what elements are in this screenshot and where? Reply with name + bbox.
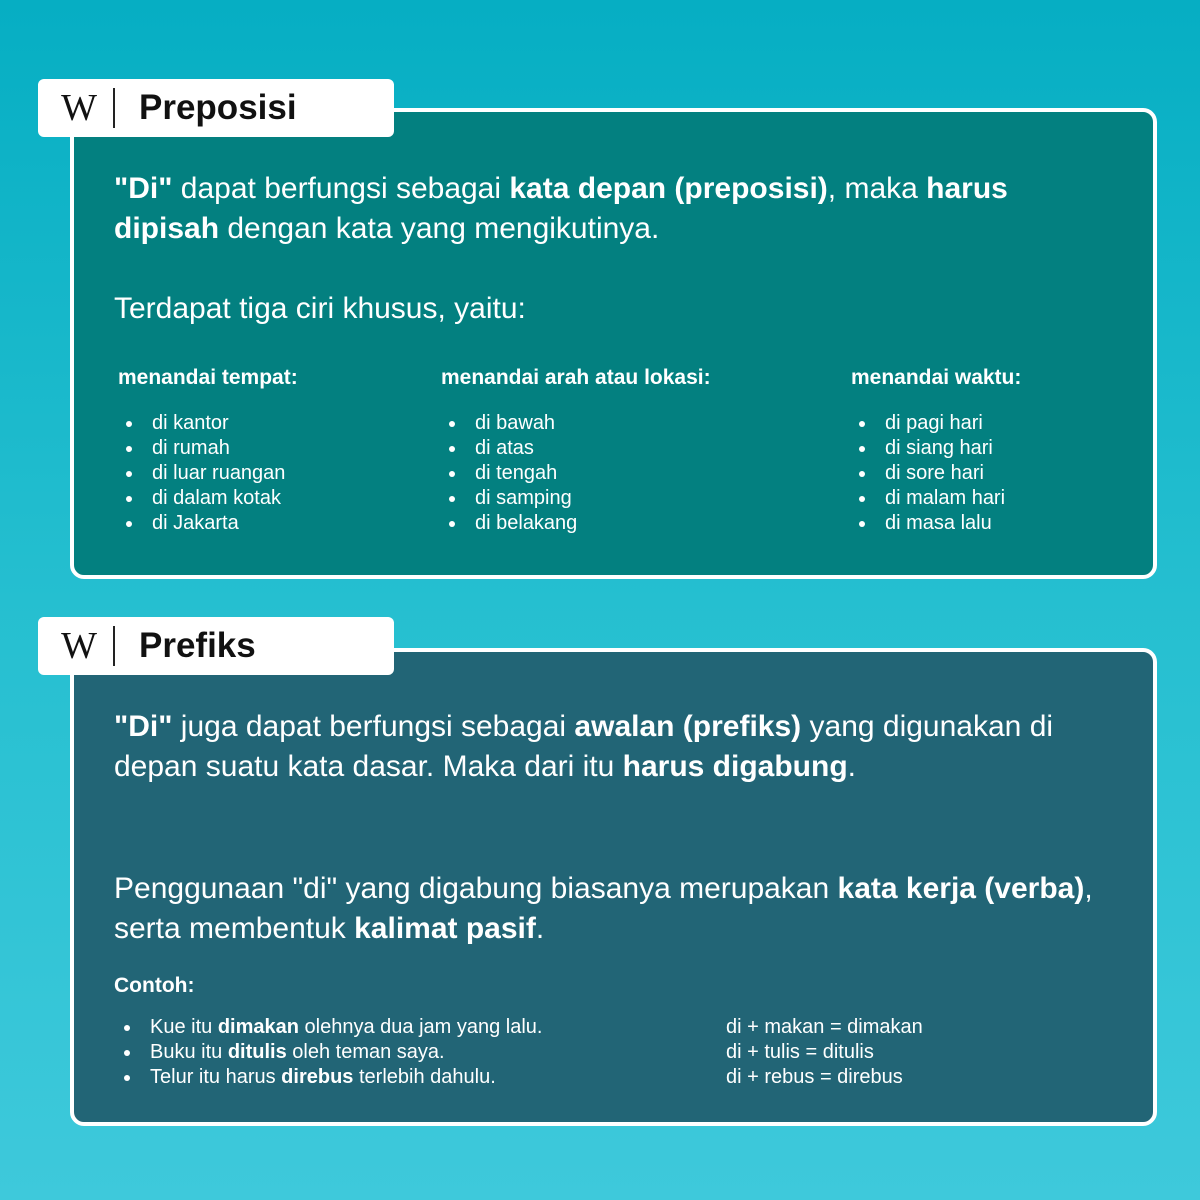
example-item [116, 1065, 676, 1090]
text-run: Telur itu harus [150, 1066, 282, 1088]
tab-divider [113, 626, 115, 666]
column-heading-waktu: menandai waktu: [851, 366, 1022, 389]
preposisi-card [70, 108, 1157, 579]
preposisi-intro [114, 169, 1113, 249]
formula-list [726, 1015, 1086, 1090]
text-run: Buku itu [150, 1041, 228, 1063]
text-run: Kue itu [150, 1016, 218, 1038]
list-item: di kantor [118, 411, 285, 436]
list-item: di siang hari [851, 436, 1005, 461]
bold-text: ditulis [227, 1041, 287, 1063]
bold-text: "Di" [114, 710, 173, 743]
list-item: di bawah [441, 411, 577, 436]
list-tempat [118, 411, 285, 536]
preposisi-title: Preposisi [139, 88, 297, 127]
text-run: yang digunakan di depan suatu kata dasar. Maka dari itu [114, 710, 1054, 783]
list-item: di Jakarta [118, 511, 285, 536]
bold-text: "Di" [114, 172, 173, 205]
list-item: di malam hari [851, 486, 1005, 511]
preposisi-tab [38, 79, 394, 137]
prefiks-usage [114, 869, 1113, 949]
list-item: di samping [441, 486, 577, 511]
list-item: di rumah [118, 436, 285, 461]
text-run: , maka [827, 172, 927, 205]
list-item: di pagi hari [851, 411, 1005, 436]
text-run: dengan kata yang mengikutinya. [219, 212, 660, 245]
prefiks-intro [114, 707, 1113, 787]
text-run: terlebih dahulu. [353, 1066, 496, 1088]
text-run: oleh teman saya. [286, 1041, 445, 1063]
text-run: Penggunaan "di" yang digabung biasanya merupakan [114, 872, 838, 905]
column-heading-arah: menandai arah atau lokasi: [441, 366, 711, 389]
text-run: olehnya dua jam yang lalu. [298, 1016, 543, 1038]
text-run: . [535, 912, 545, 945]
list-item: di dalam kotak [118, 486, 285, 511]
bold-text: kata kerja (verba) [837, 872, 1085, 905]
text-run: , serta membentuk [114, 872, 1093, 945]
example-item [116, 1040, 676, 1065]
text-run: juga dapat berfungsi sebagai [172, 710, 575, 743]
bold-text: awalan (prefiks) [574, 710, 802, 743]
list-item: di tengah [441, 461, 577, 486]
list-item: di masa lalu [851, 511, 1005, 536]
list-arah [441, 411, 577, 536]
list-item: di + makan = dimakan [726, 1016, 923, 1038]
bold-text: kalimat pasif [354, 912, 536, 945]
bold-text: dimakan [217, 1016, 299, 1038]
text-run: dapat berfungsi sebagai [172, 172, 510, 205]
prefiks-card [70, 648, 1157, 1126]
list-item: di atas [441, 436, 577, 461]
preposisi-subtitle: Terdapat tiga ciri khusus, yaitu: [114, 292, 526, 325]
list-item: di belakang [441, 511, 577, 536]
wikipedia-w-icon: W [61, 625, 95, 667]
prefiks-tab [38, 617, 394, 675]
bold-text: kata depan (preposisi) [509, 172, 828, 205]
tab-divider [113, 88, 115, 128]
list-waktu [851, 411, 1005, 536]
example-item [116, 1015, 676, 1040]
list-item: di + tulis = ditulis [726, 1041, 874, 1063]
list-item: di sore hari [851, 461, 1005, 486]
bold-text: harus dipisah [114, 172, 1008, 245]
wikipedia-w-icon: W [61, 87, 95, 129]
bold-text: harus digabung [622, 750, 848, 783]
text-run: . [847, 750, 856, 783]
list-item: di luar ruangan [118, 461, 285, 486]
column-heading-tempat: menandai tempat: [118, 366, 298, 389]
prefiks-title: Prefiks [139, 626, 256, 665]
example-list [116, 1015, 676, 1090]
bold-text: direbus [281, 1066, 354, 1088]
example-heading: Contoh: [114, 974, 195, 997]
list-item: di + rebus = direbus [726, 1066, 903, 1088]
